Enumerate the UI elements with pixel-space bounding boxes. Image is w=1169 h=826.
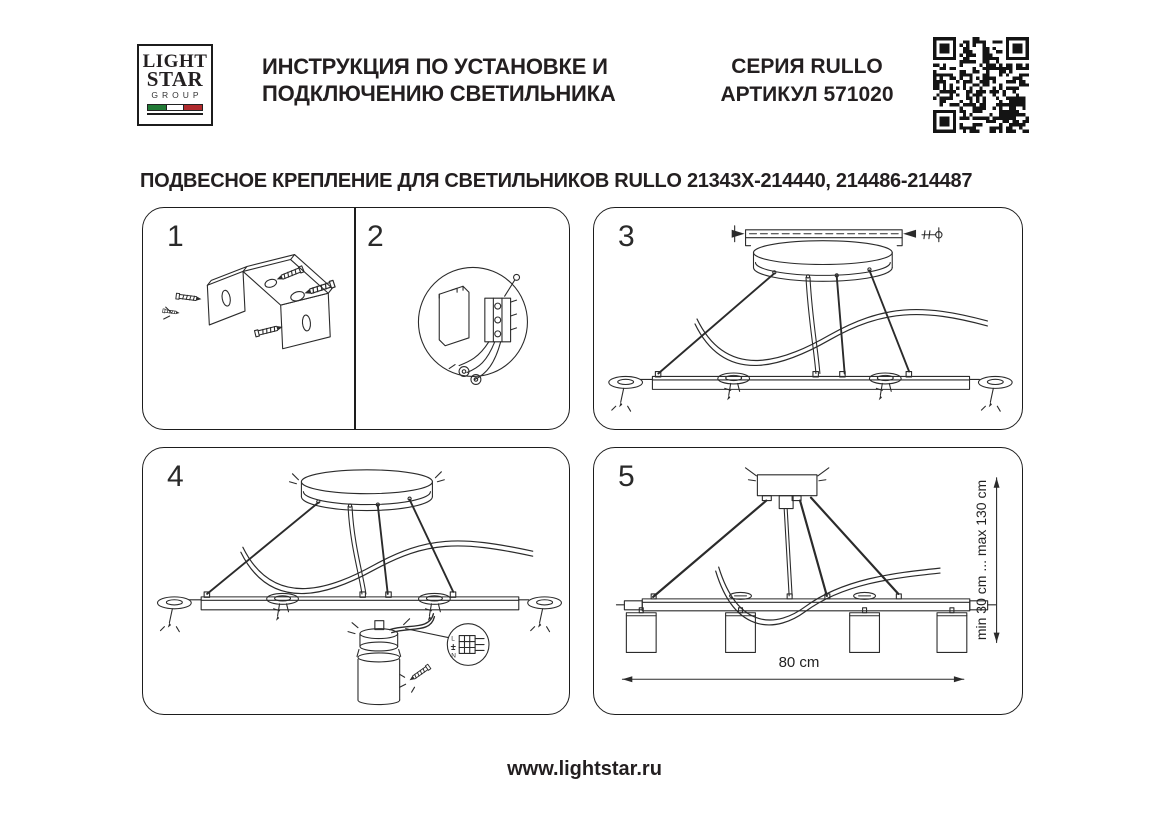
step-4-number: 4 [167, 460, 184, 493]
italian-flag-stripe [147, 104, 203, 111]
logo-word-star: STAR [146, 67, 204, 91]
step-1-number: 1 [167, 220, 184, 253]
page-title-line2: ПОДКЛЮЧЕНИЮ СВЕТИЛЬНИКА [262, 81, 616, 106]
height-dimension-label: min 30 cm ... max 130 cm [973, 479, 989, 641]
qr-code [933, 37, 1029, 133]
step-5-number: 5 [618, 460, 635, 493]
step-5-panel [593, 447, 1023, 715]
width-dimension-label: 80 cm [778, 654, 820, 671]
logo-word-group: GROUP [151, 90, 203, 100]
step-5-diagram [594, 448, 1022, 714]
step-1-2-panel [142, 207, 570, 430]
lightstar-logo [137, 44, 213, 126]
article-label: АРТИКУЛ 571020 [720, 83, 894, 106]
page-title-line1: ИНСТРУКЦИЯ ПО УСТАНОВКЕ И [262, 54, 608, 79]
logo-underline [147, 113, 203, 115]
page-title [262, 53, 616, 107]
step-3-panel [593, 207, 1023, 430]
subtitle: ПОДВЕСНОЕ КРЕПЛЕНИЕ ДЛЯ СВЕТИЛЬНИКОВ RULLO 21343X-214440, 214486-214487 [140, 170, 973, 192]
website-url: www.lightstar.ru [507, 758, 662, 780]
step-4-panel [142, 447, 570, 715]
terminal-label-n: N [451, 652, 456, 660]
step-4-diagram [143, 448, 569, 714]
step-3-diagram [594, 208, 1022, 429]
step-2-number: 2 [367, 220, 384, 253]
logo-word-light: LIGHT [142, 51, 208, 72]
series-block [657, 53, 957, 109]
step-1-2-diagram [143, 208, 569, 429]
series-label: СЕРИЯ RULLO [731, 55, 883, 78]
terminal-label-l: L [451, 635, 455, 643]
step-3-number: 3 [618, 220, 635, 253]
